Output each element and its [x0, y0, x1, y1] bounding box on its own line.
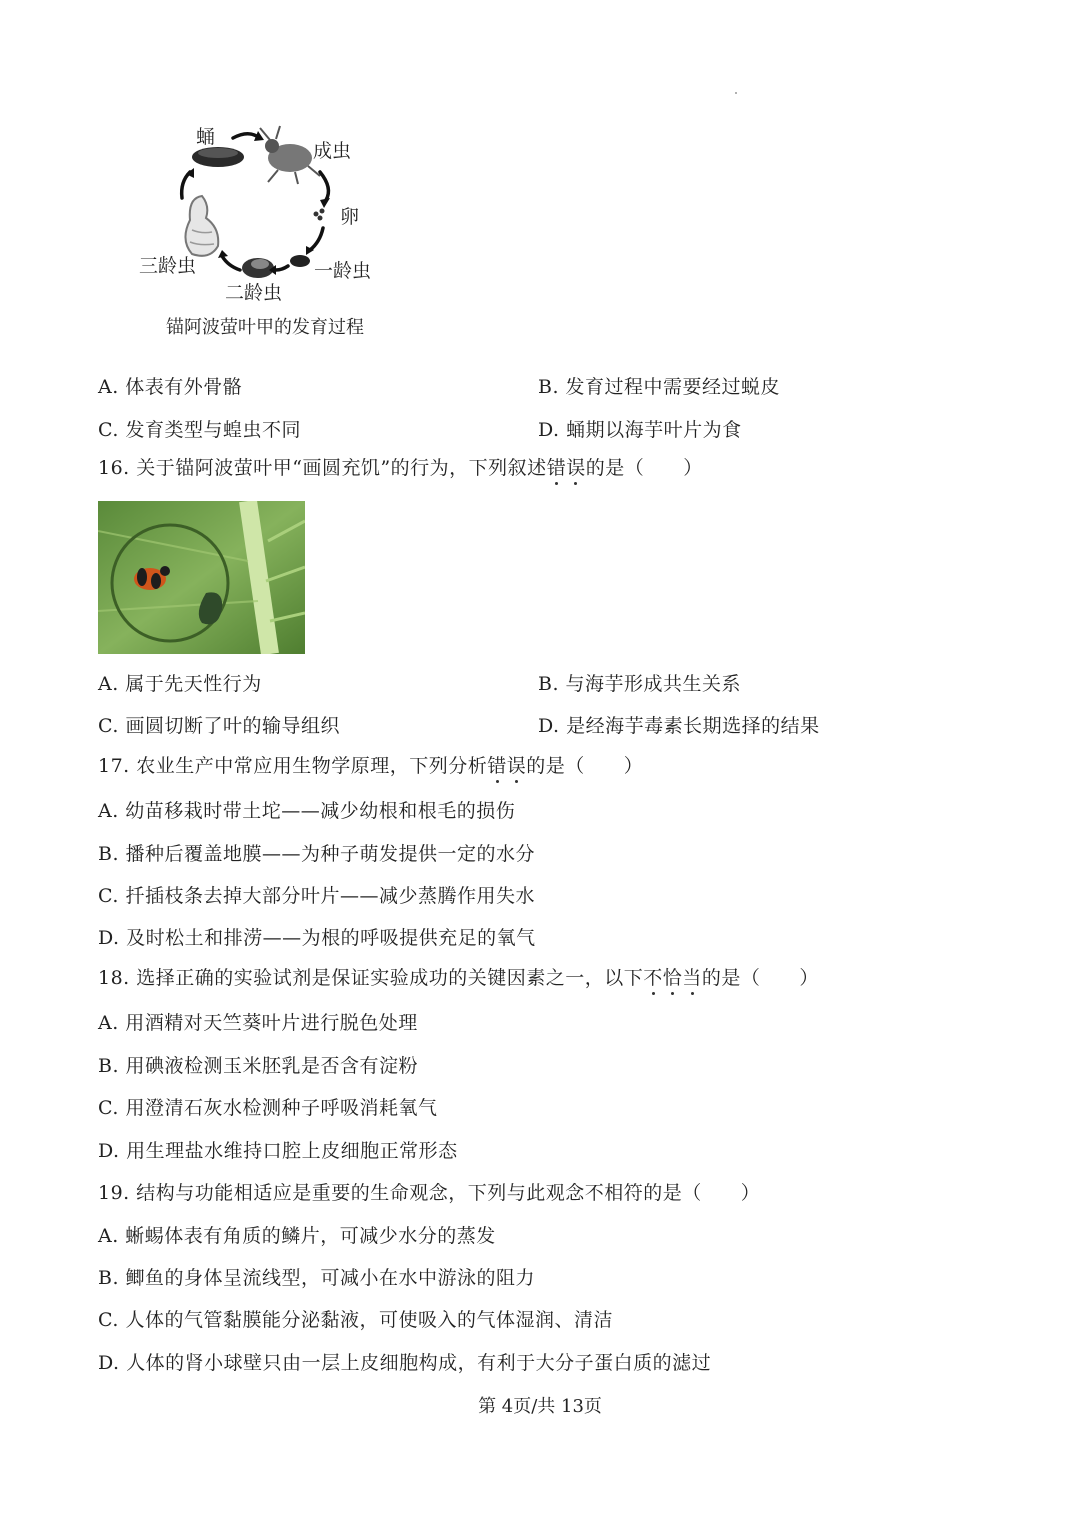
- q18-option-a: A. 用酒精对天竺葵叶片进行脱色处理: [98, 1012, 418, 1034]
- q17-option-d: D. 及时松土和排涝——为根的呼吸提供充足的氧气: [98, 927, 536, 949]
- q17-stem-prefix: 17. 农业生产中常应用生物学原理，下列分析: [98, 755, 488, 777]
- figure-caption: 锚阿波萤叶甲的发育过程: [166, 317, 364, 338]
- q17-emphasis-2: 误: [506, 755, 527, 777]
- q18-emphasis-1: 不: [643, 967, 663, 989]
- q17-option-a: A. 幼苗移栽时带土坨——减少幼根和根毛的损伤: [98, 800, 516, 822]
- label-instar3: 三龄虫: [139, 255, 197, 277]
- label-instar2: 二龄虫: [225, 282, 283, 304]
- q17-stem: [98, 754, 643, 778]
- q16-option-c: C. 画圆切断了叶的输导组织: [98, 715, 340, 737]
- q18-option-b: B. 用碘液检测玉米胚乳是否含有淀粉: [98, 1055, 419, 1077]
- q17-emphasis-1: 错: [487, 755, 507, 777]
- arrow-instar3-to-pupa: [182, 172, 190, 198]
- q16-option-a: A. 属于先天性行为: [98, 673, 262, 695]
- q15-option-c: C. 发育类型与蝗虫不同: [98, 419, 301, 441]
- arrow-instar1-to-instar2: [276, 266, 288, 270]
- q16-stem: [98, 456, 703, 480]
- q19-option-b: B. 鲫鱼的身体呈流线型，可减小在水中游泳的阻力: [98, 1267, 536, 1289]
- arrow-instar2-to-instar3: [222, 256, 240, 270]
- second-instar-image: [242, 258, 274, 278]
- q19-option-a: A. 蜥蜴体表有角质的鳞片，可减少水分的蒸发: [98, 1225, 496, 1247]
- label-pupa: 蛹: [196, 126, 216, 148]
- page-dot: [735, 92, 737, 94]
- label-instar1: 一龄虫: [314, 260, 372, 282]
- q16-option-b: B. 与海芋形成共生关系: [538, 673, 742, 695]
- q15-option-d: D. 蛹期以海芋叶片为食: [538, 419, 742, 441]
- q15-option-b: B. 发育过程中需要经过蜕皮: [538, 376, 781, 398]
- q18-emphasis-2: 恰: [662, 967, 683, 989]
- third-instar-image: [185, 196, 218, 256]
- q16-stem-prefix: 16. 关于锚阿波萤叶甲“画圆充饥”的行为，下列叙述: [98, 457, 547, 479]
- page-footer: 第 4页/共 13页: [478, 1396, 602, 1417]
- label-adult: 成虫: [313, 140, 352, 162]
- q16-emphasis-1: 错: [546, 457, 567, 479]
- q18-option-c: C. 用澄清石灰水检测种子呼吸消耗氧气: [98, 1097, 438, 1119]
- life-cycle-diagram: [130, 110, 410, 350]
- q18-stem-suffix: 的是（ ）: [701, 967, 819, 989]
- beetle-on-leaf-photo: [98, 501, 305, 654]
- q18-stem: [98, 966, 819, 990]
- q16-stem-suffix: 的是（ ）: [585, 457, 703, 479]
- q19-stem: 19. 结构与功能相适应是重要的生命观念，下列与此观念不相符的是（ ）: [98, 1182, 761, 1204]
- q17-option-b: B. 播种后覆盖地膜——为种子萌发提供一定的水分: [98, 843, 536, 865]
- q16-option-d: D. 是经海芋毒素长期选择的结果: [538, 715, 820, 737]
- q18-emphasis-3: 当: [682, 967, 702, 989]
- q19-option-c: C. 人体的气管黏膜能分泌黏液，可使吸入的气体湿润、清洁: [98, 1309, 613, 1331]
- q16-emphasis-2: 误: [566, 457, 586, 479]
- first-instar-image: [290, 255, 310, 267]
- arrow-pupa-to-adult: [233, 134, 258, 138]
- eggs-image: [314, 209, 325, 221]
- q18-stem-prefix: 18. 选择正确的实验试剂是保证实验成功的关键因素之一，以下: [98, 967, 644, 989]
- arrow-adult-to-egg: [320, 172, 328, 200]
- label-egg: 卵: [340, 206, 360, 228]
- q18-option-d: D. 用生理盐水维持口腔上皮细胞正常形态: [98, 1140, 458, 1162]
- q19-option-d: D. 人体的肾小球壁只由一层上皮细胞构成，有利于大分子蛋白质的滤过: [98, 1352, 712, 1374]
- q15-option-a: A. 体表有外骨骼: [98, 376, 243, 398]
- arrow-egg-to-instar1: [310, 228, 323, 250]
- q17-stem-suffix: 的是（ ）: [526, 755, 644, 777]
- adult-beetle-image: [260, 126, 320, 184]
- q17-option-c: C. 扦插枝条去掉大部分叶片——减少蒸腾作用失水: [98, 885, 535, 907]
